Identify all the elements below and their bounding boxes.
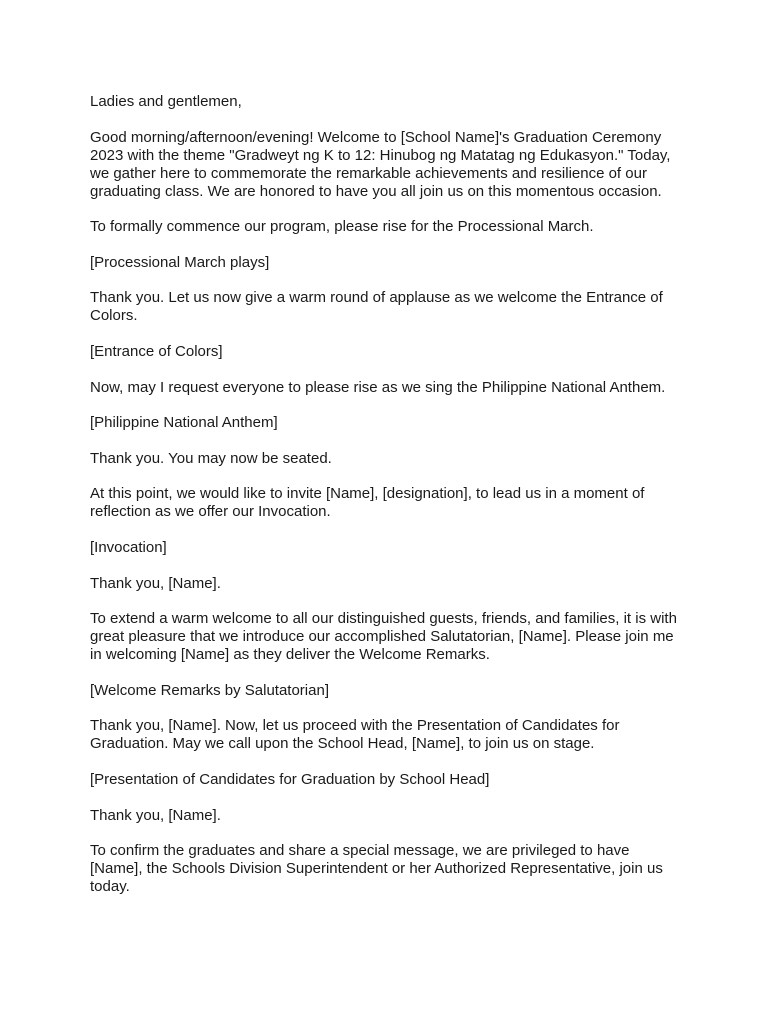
paragraph-welcome: Good morning/afternoon/evening! Welcome to [School Name]'s Graduation Ceremony 2023 with the theme "Gradweyt ng K to 12: Hinubog ng Matatag ng Edukasyon." Today, we gather here to commemorate the remarkable achievements and resilience of our graduating class. We are honored to have you all join us on this momentous occasion. [90, 128, 671, 200]
cue-national-anthem: [Philippine National Anthem] [90, 414, 278, 432]
paragraph-presentation-candidates: Thank you, [Name]. Now, let us proceed with the Presentation of Candidates for Graduation. May we call upon the School Head, [Name], to join us on stage. [90, 717, 620, 753]
cue-presentation-candidates: [Presentation of Candidates for Graduation by School Head] [90, 770, 490, 788]
salutation: Ladies and gentlemen, [90, 93, 242, 110]
paragraph-be-seated: Thank you. You may now be seated. [90, 449, 332, 467]
cue-processional-march: [Processional March plays] [90, 253, 270, 271]
paragraph-confirmation: To confirm the graduates and share a special message, we are privileged to have [Name], the Schools Division Superintendent or her Authorized Representative, join us today. [90, 842, 663, 896]
paragraph-invocation-invite: At this point, we would like to invite [Name], [designation], to lead us in a moment of reflection as we offer our Invocation. [90, 485, 645, 521]
paragraph-processional-request: To formally commence our program, please rise for the Processional March. [90, 218, 594, 236]
paragraph-national-anthem: Now, may I request everyone to please rise as we sing the Philippine National Anthem. [90, 378, 666, 396]
cue-invocation: [Invocation] [90, 538, 167, 556]
paragraph-thank-you: Thank you, [Name]. [90, 574, 221, 592]
paragraph-entrance-of-colors: Thank you. Let us now give a warm round of applause as we welcome the Entrance of Colors. [90, 289, 663, 325]
document-body [90, 93, 680, 914]
cue-entrance-of-colors: [Entrance of Colors] [90, 342, 223, 360]
paragraph-salutatorian-intro: To extend a warm welcome to all our distinguished guests, friends, and families, it is with great pleasure that we introduce our accomplished Salutatorian, [Name]. Please join me in welcoming [Name] as they deliver the Welcome Remarks. [90, 610, 677, 664]
cue-welcome-remarks: [Welcome Remarks by Salutatorian] [90, 681, 329, 699]
paragraph-thank-you-2: Thank you, [Name]. [90, 806, 221, 824]
